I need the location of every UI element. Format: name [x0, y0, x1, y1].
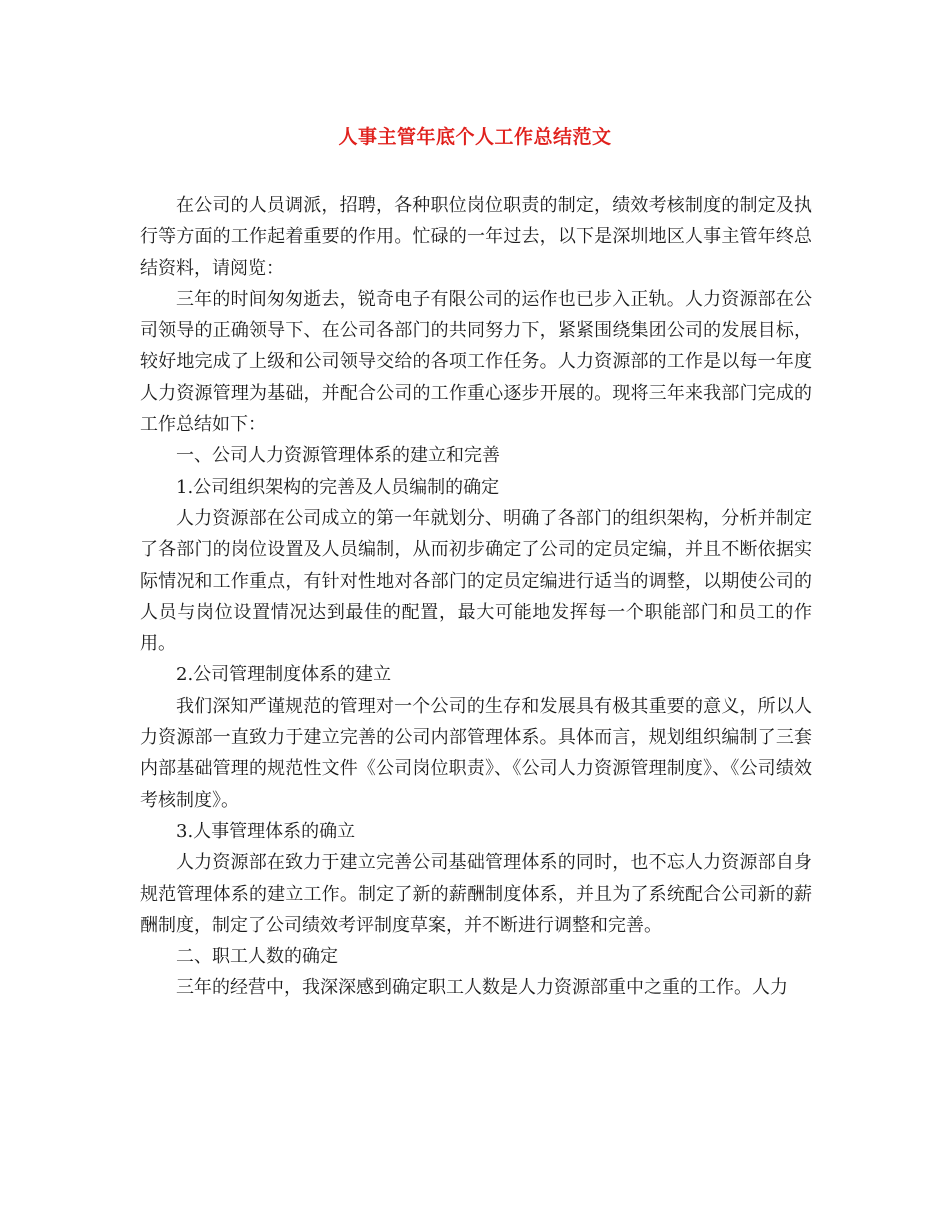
management-system-paragraph: 我们深知严谨规范的管理对一个公司的生存和发展具有极其重要的意义，所以人力资源部一直致力于建立完善的公司内部管理体系。具体而言，规划组织编制了三套内部基础管理的规范性文件《公司岗位职责》、《公司人力资源管理制度》、《公司绩效考核制度》。 [140, 695, 812, 811]
subsection-heading-1-3: 3.人事管理体系的确立 [176, 820, 356, 842]
subsection-heading-1-2: 2.公司管理制度体系的建立 [176, 664, 392, 686]
org-structure-paragraph: 人力资源部在公司成立的第一年就划分、明确了各部门的组织架构，分析并制定了各部门的岗位设置及人员编制，从而初步确定了公司的定员定编，并且不断依据实际情况和工作重点，有针对性地对各部门的定员定编进行适当的调整，以期使公司的人员与岗位设置情况达到最佳的配置，最大可能地发挥每一个职能部门和员工的作用。 [140, 507, 812, 655]
intro-paragraph: 在公司的人员调派，招聘，各种职位岗位职责的制定，绩效考核制度的制定及执行等方面的工作起着重要的作用。忙碌的一年过去，以下是深圳地区人事主管年终总结资料，请阅览： [140, 195, 812, 279]
document-body [140, 190, 812, 1004]
section-heading-2: 二、职工人数的确定 [176, 946, 338, 968]
document-title: 人事主管年底个人工作总结范文 [338, 126, 612, 148]
overview-paragraph: 三年的时间匆匆逝去，锐奇电子有限公司的运作也已步入正轨。人力资源部在公司领导的正确领导下、在公司各部门的共同努力下，紧紧围绕集团公司的发展目标，较好地完成了上级和公司领导交给的各项工作任务。人力资源部的工作是以每一年度人力资源管理为基础，并配合公司的工作重心逐步开展的。现将三年来我部门完成的工作总结如下： [140, 288, 812, 436]
subsection-heading-1-1: 1.公司组织架构的完善及人员编制的确定 [176, 476, 500, 498]
hr-system-paragraph: 人力资源部在致力于建立完善公司基础管理体系的同时，也不忘人力资源部自身规范管理体系的建立工作。制定了新的薪酬制度体系，并且为了系统配合公司新的薪酬制度，制定了公司绩效考评制度草案，并不断进行调整和完善。 [140, 852, 812, 936]
staffing-paragraph: 三年的经营中，我深深感到确定职工人数是人力资源部重中之重的工作。人力 [176, 977, 788, 999]
section-heading-1: 一、公司人力资源管理体系的建立和完善 [176, 445, 500, 467]
